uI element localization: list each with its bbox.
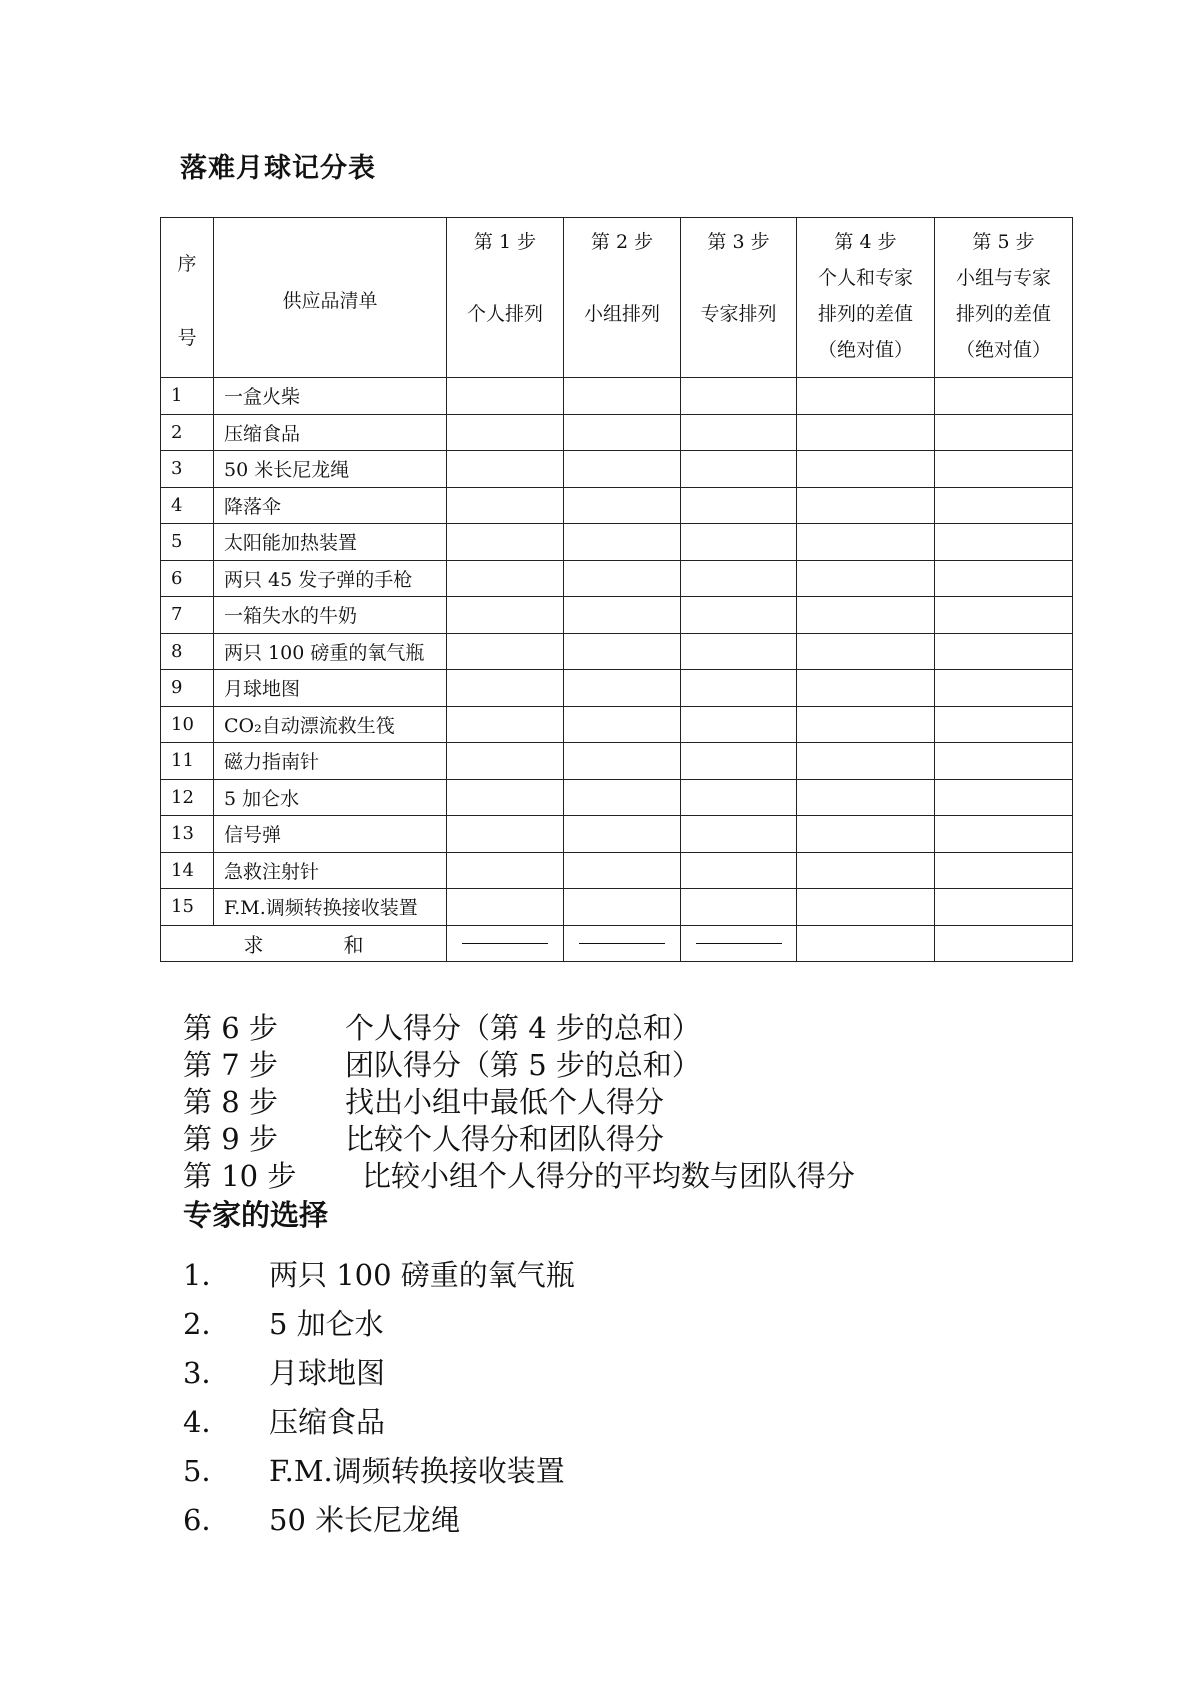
step-4-cell[interactable] [797,706,935,743]
row-number: 11 [161,743,214,780]
step-2-cell[interactable] [564,487,681,524]
header-step-2: 第 2 步 小组排列 [564,218,681,378]
table-row [161,524,1073,561]
table-row [161,633,1073,670]
table-header-row [161,218,1073,378]
step-4-cell[interactable] [797,816,935,853]
row-number: 9 [161,670,214,707]
step-1-cell[interactable] [447,670,564,707]
step-1-cell[interactable] [447,524,564,561]
step-5-cell[interactable] [935,706,1073,743]
step-4-cell[interactable] [797,414,935,451]
step-5-cell[interactable] [935,889,1073,926]
list-text: 压缩食品 [269,1405,386,1439]
step-line [183,1121,855,1158]
step-3-cell[interactable] [681,524,797,561]
step-3-cell[interactable] [681,414,797,451]
step-2-cell[interactable] [564,560,681,597]
step-3-cell[interactable] [681,560,797,597]
sum-step-3-na [681,925,797,962]
step-5-cell[interactable] [935,816,1073,853]
step-3-cell[interactable] [681,816,797,853]
header-serial-number: 序 号 [161,218,214,378]
list-number: 1． [183,1258,231,1292]
header-step-1: 第 1 步 个人排列 [447,218,564,378]
step-1-cell[interactable] [447,779,564,816]
row-number: 12 [161,779,214,816]
sum-step-1-na [447,925,564,962]
step-4-cell[interactable] [797,487,935,524]
step-text: 找出小组中最低个人得分 [345,1085,665,1119]
step-2-cell[interactable] [564,378,681,415]
step-2-cell[interactable] [564,816,681,853]
header-step-4: 第 4 步 个人和专家 排列的差值 （绝对值） [797,218,935,378]
supply-item: CO₂自动漂流救生筏 [214,706,447,743]
supply-item: 两只 45 发子弹的手枪 [214,560,447,597]
step-text: 团队得分（第 5 步的总和） [345,1048,701,1082]
step-4-cell[interactable] [797,743,935,780]
supply-item: 急救注射针 [214,852,447,889]
table-row [161,889,1073,926]
list-number: 3． [183,1356,231,1390]
row-number: 8 [161,633,214,670]
step-4-cell[interactable] [797,597,935,634]
table-row [161,414,1073,451]
expert-choice-heading: 专家的选择 [183,1198,329,1232]
step-line [183,1084,855,1121]
supply-item: F.M.调频转换接收装置 [214,889,447,926]
list-text: 两只 100 磅重的氧气瓶 [269,1258,575,1292]
step-label: 第 6 步 [183,1011,278,1045]
step-5-cell[interactable] [935,779,1073,816]
step-label: 第 10 步 [183,1159,297,1193]
table-row [161,670,1073,707]
step-2-cell[interactable] [564,451,681,488]
step-4-cell[interactable] [797,378,935,415]
page-title: 落难月球记分表 [180,153,376,184]
step-text: 个人得分（第 4 步的总和） [345,1011,701,1045]
list-item [183,1400,575,1449]
step-1-cell[interactable] [447,852,564,889]
row-number: 6 [161,560,214,597]
step-1-cell[interactable] [447,889,564,926]
list-text: 月球地图 [269,1356,386,1390]
list-item [183,1351,575,1400]
row-number: 2 [161,414,214,451]
list-item [183,1302,575,1351]
not-applicable-dash [579,943,665,944]
step-3-cell[interactable] [681,597,797,634]
supply-item: 压缩食品 [214,414,447,451]
step-4-cell[interactable] [797,889,935,926]
step-line [183,1047,855,1084]
step-5-cell[interactable] [935,451,1073,488]
step-5-cell[interactable] [935,852,1073,889]
step-3-cell[interactable] [681,779,797,816]
step-5-cell[interactable] [935,487,1073,524]
step-1-cell[interactable] [447,560,564,597]
step-1-cell[interactable] [447,633,564,670]
step-1-cell[interactable] [447,451,564,488]
list-item [183,1498,575,1547]
step-1-cell[interactable] [447,487,564,524]
table-row [161,378,1073,415]
step-line [183,1158,855,1195]
expert-ranking-list [183,1253,575,1547]
row-number: 15 [161,889,214,926]
step-2-cell[interactable] [564,779,681,816]
step-3-cell[interactable] [681,670,797,707]
sum-label: 求 和 [161,925,447,962]
list-number: 2． [183,1307,231,1341]
list-item [183,1449,575,1498]
step-1-cell[interactable] [447,414,564,451]
step-label: 第 8 步 [183,1085,278,1119]
step-label: 第 9 步 [183,1122,278,1156]
list-number: 6． [183,1503,231,1537]
supply-item: 太阳能加热装置 [214,524,447,561]
row-number: 5 [161,524,214,561]
table-row [161,451,1073,488]
list-text: F.M.调频转换接收装置 [269,1454,565,1488]
list-item [183,1253,575,1302]
row-number: 3 [161,451,214,488]
row-number: 10 [161,706,214,743]
list-text: 50 米长尼龙绳 [269,1503,461,1537]
score-table [160,217,1073,962]
step-3-cell[interactable] [681,889,797,926]
step-line [183,1010,855,1047]
step-2-cell[interactable] [564,524,681,561]
step-5-cell[interactable] [935,597,1073,634]
header-supply-list: 供应品清单 [214,218,447,378]
step-1-cell[interactable] [447,706,564,743]
table-row [161,852,1073,889]
step-2-cell[interactable] [564,633,681,670]
row-number: 1 [161,378,214,415]
step-3-cell[interactable] [681,743,797,780]
table-row [161,706,1073,743]
list-number: 4． [183,1405,231,1439]
scoring-steps [183,1010,855,1195]
table-row [161,560,1073,597]
step-4-cell[interactable] [797,451,935,488]
step-3-cell[interactable] [681,706,797,743]
step-text: 比较小组个人得分的平均数与团队得分 [362,1159,856,1193]
step-4-cell[interactable] [797,852,935,889]
step-1-cell[interactable] [447,816,564,853]
supply-item: 降落伞 [214,487,447,524]
row-number: 4 [161,487,214,524]
step-5-cell[interactable] [935,378,1073,415]
step-2-cell[interactable] [564,743,681,780]
not-applicable-dash [696,943,782,944]
supply-item: 一盒火柴 [214,378,447,415]
supply-item: 50 米长尼龙绳 [214,451,447,488]
supply-item: 信号弹 [214,816,447,853]
list-number: 5． [183,1454,231,1488]
list-text: 5 加仑水 [269,1307,384,1341]
step-4-cell[interactable] [797,779,935,816]
header-step-5: 第 5 步 小组与专家 排列的差值 （绝对值） [935,218,1073,378]
table-row [161,743,1073,780]
step-5-cell[interactable] [935,414,1073,451]
step-4-cell[interactable] [797,524,935,561]
step-4-cell[interactable] [797,633,935,670]
step-2-cell[interactable] [564,414,681,451]
supply-item: 两只 100 磅重的氧气瓶 [214,633,447,670]
header-step-3: 第 3 步 专家排列 [681,218,797,378]
step-4-cell[interactable] [797,560,935,597]
supply-item: 5 加仑水 [214,779,447,816]
step-text: 比较个人得分和团队得分 [345,1122,665,1156]
step-2-cell[interactable] [564,852,681,889]
step-5-cell[interactable] [935,524,1073,561]
table-row [161,779,1073,816]
sum-step-5-cell[interactable] [935,925,1073,962]
supply-item: 磁力指南针 [214,743,447,780]
step-1-cell[interactable] [447,597,564,634]
step-3-cell[interactable] [681,852,797,889]
step-2-cell[interactable] [564,889,681,926]
supply-item: 一箱失水的牛奶 [214,597,447,634]
step-2-cell[interactable] [564,706,681,743]
step-2-cell[interactable] [564,670,681,707]
supply-item: 月球地图 [214,670,447,707]
sum-row [161,925,1073,962]
row-number: 7 [161,597,214,634]
table-row [161,597,1073,634]
step-3-cell[interactable] [681,451,797,488]
step-3-cell[interactable] [681,378,797,415]
step-1-cell[interactable] [447,378,564,415]
step-4-cell[interactable] [797,670,935,707]
table-row [161,816,1073,853]
step-5-cell[interactable] [935,670,1073,707]
step-5-cell[interactable] [935,633,1073,670]
step-1-cell[interactable] [447,743,564,780]
step-2-cell[interactable] [564,597,681,634]
step-5-cell[interactable] [935,743,1073,780]
step-5-cell[interactable] [935,560,1073,597]
table-row [161,487,1073,524]
row-number: 14 [161,852,214,889]
row-number: 13 [161,816,214,853]
step-label: 第 7 步 [183,1048,278,1082]
step-3-cell[interactable] [681,487,797,524]
not-applicable-dash [462,943,548,944]
sum-step-4-cell[interactable] [797,925,935,962]
step-3-cell[interactable] [681,633,797,670]
sum-step-2-na [564,925,681,962]
